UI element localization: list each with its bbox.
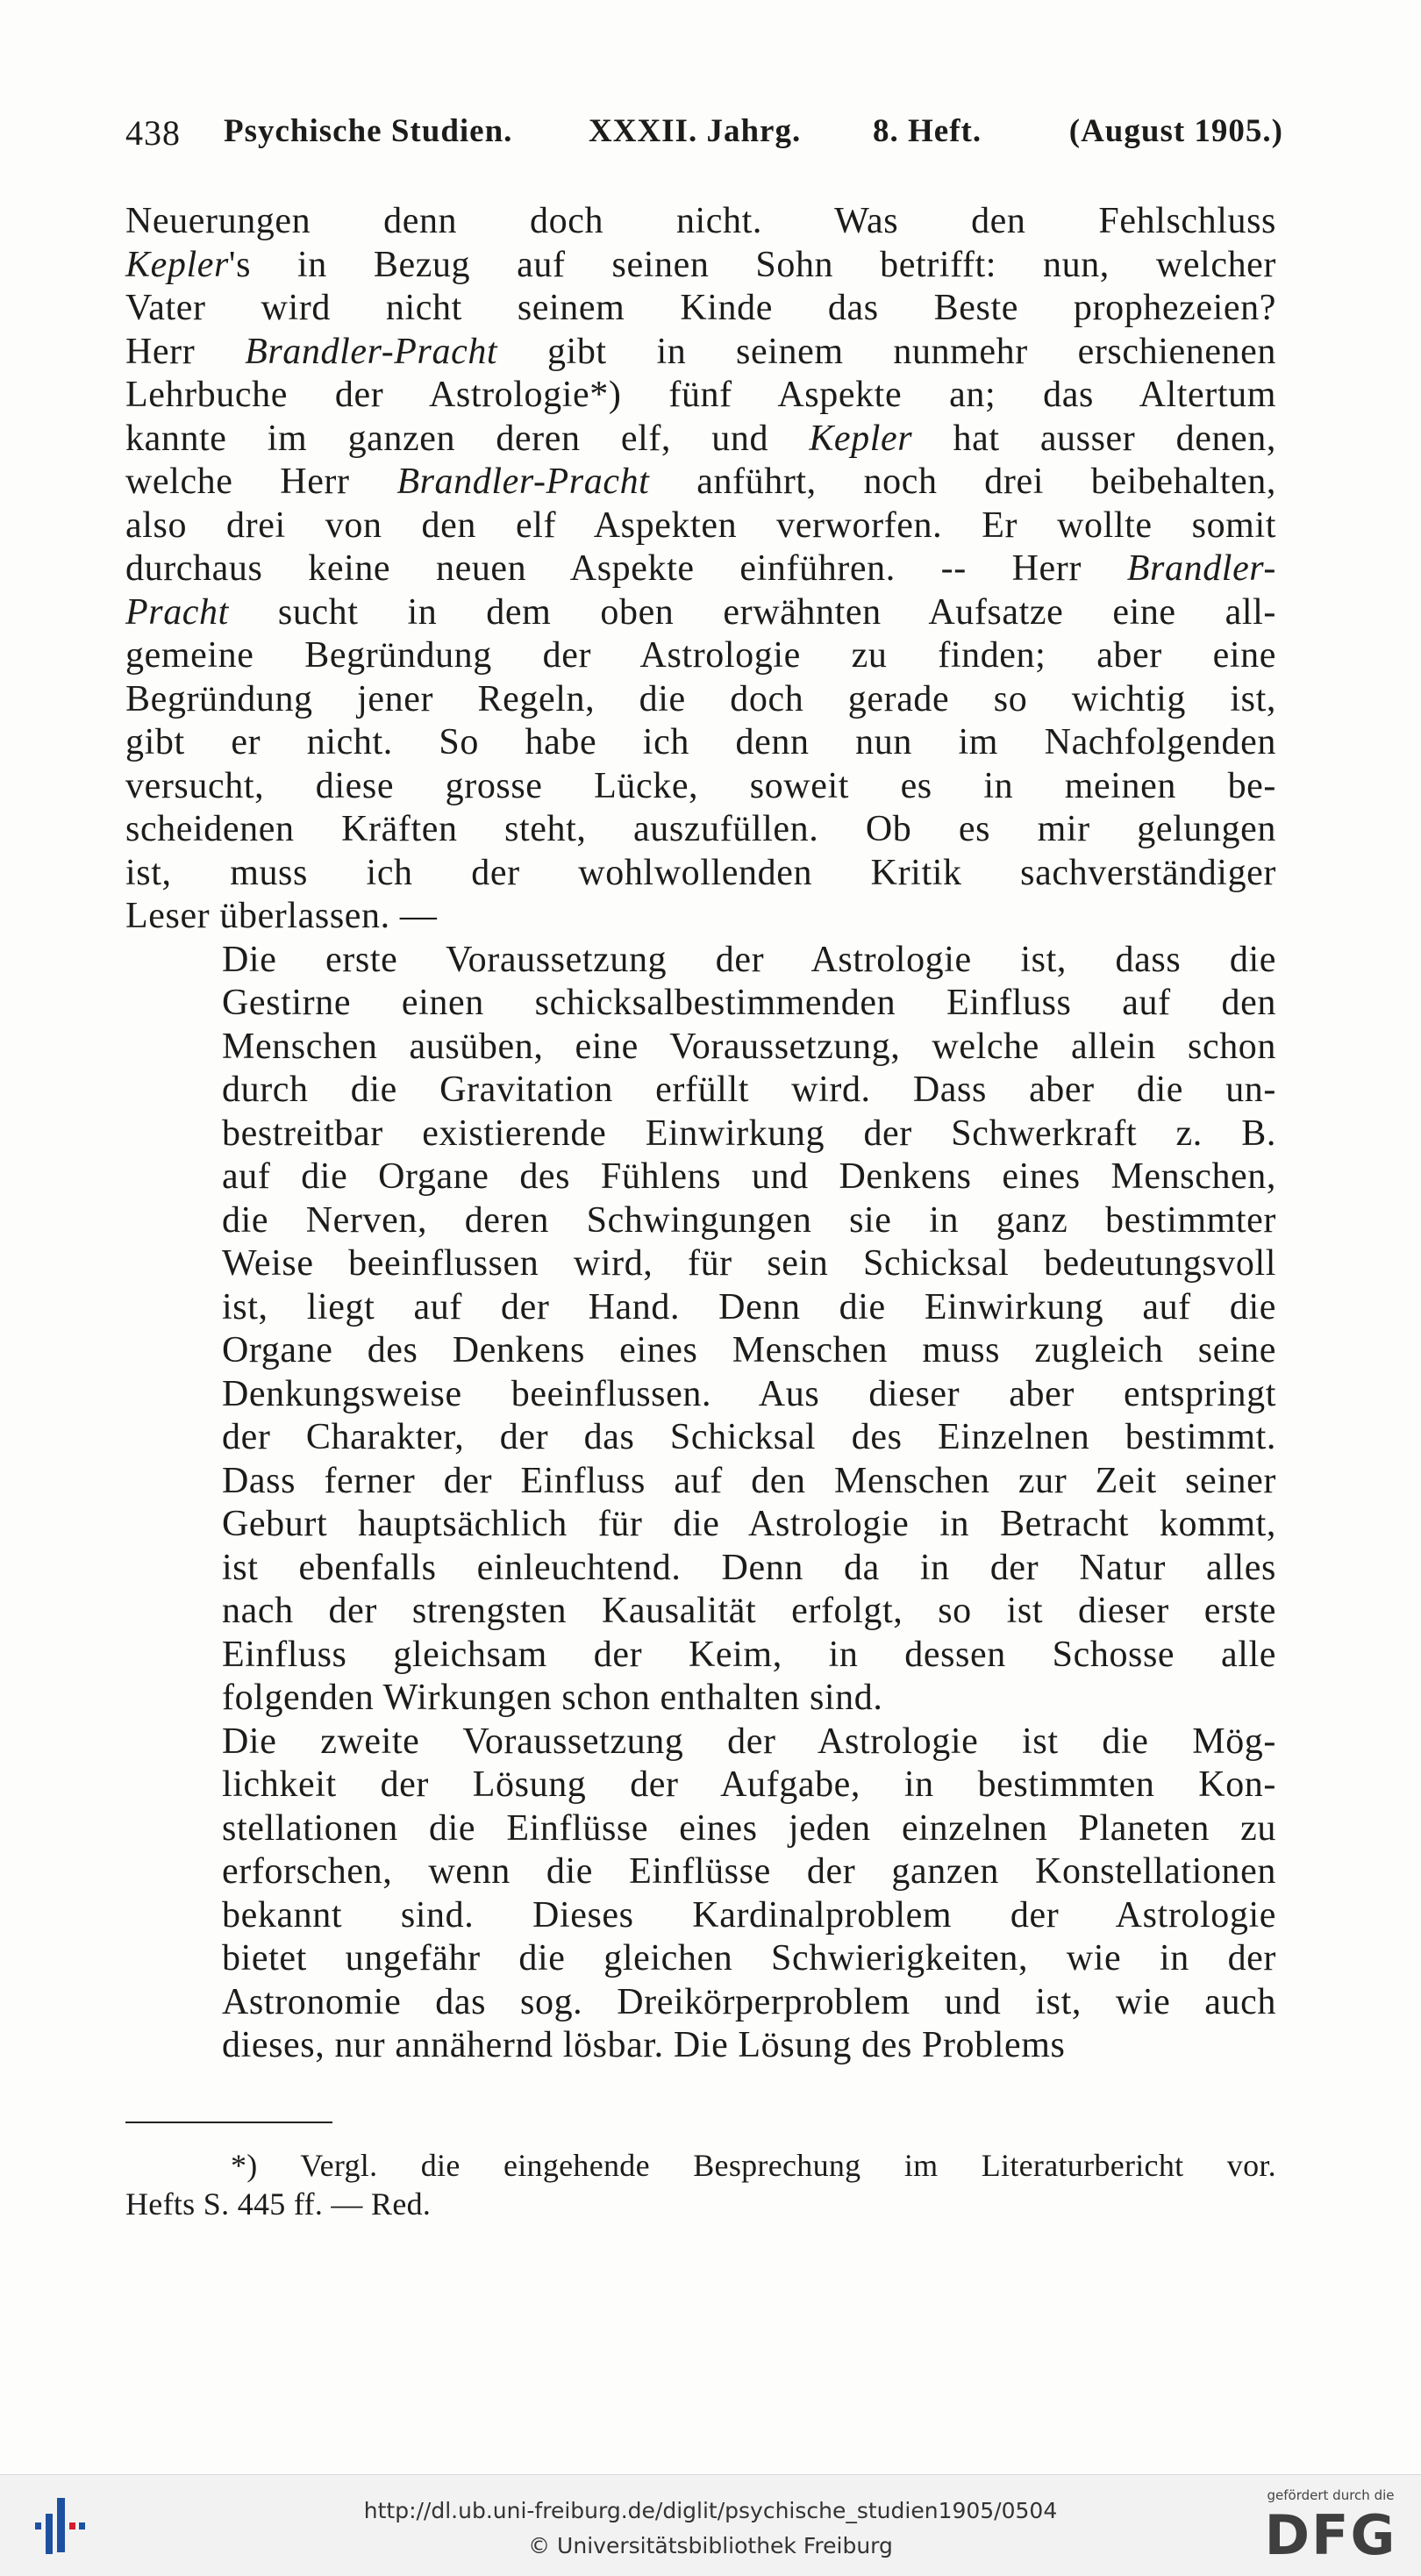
dfg-logo: DFG: [1264, 2503, 1397, 2567]
text-line: Denkungsweise beeinflussen. Aus dieser aber entspringt: [222, 1373, 1276, 1414]
text-line: gemeine Begründung der Astrologie zu finden; aber eine: [125, 635, 1276, 676]
text-line: Geburt hauptsächlich für die Astrologie in Betracht kommt,: [222, 1504, 1276, 1544]
footnote-rule: [125, 2122, 332, 2123]
text-line: Einfluss gleichsam der Keim, in dessen Schosse alle: [222, 1634, 1276, 1675]
text-line: ist ebenfalls einleuchtend. Denn da in der Natur alles: [222, 1547, 1276, 1588]
text-line: folgenden Wirkungen schon enthalten sind.: [222, 1678, 883, 1718]
text-line: die Nerven, deren Schwingungen sie in ganz bestimmter: [222, 1199, 1276, 1241]
text-line: durchaus keine neuen Aspekte einführen. -- Herr Brandler-: [125, 548, 1276, 589]
footnote: [125, 2146, 1276, 2223]
text-line: versucht, diese grosse Lücke, soweit es in meinen be-: [125, 765, 1276, 806]
text-line: Leser überlassen. —: [125, 896, 438, 936]
viewer-footer: [0, 2474, 1421, 2576]
text-line: Gestirne einen schicksalbestimmenden Einfluss auf den: [222, 983, 1276, 1023]
footnote-line: *) Vergl. die eingehende Besprechung im Literaturbericht vor.: [231, 2148, 1276, 2183]
text-line: Organe des Denkens eines Menschen muss zugleich seine: [222, 1330, 1276, 1370]
text-line: bietet ungefähr die gleichen Schwierigkeiten, wie in der: [222, 1938, 1276, 1979]
text-line: nach der strengsten Kausalität erfolgt, so ist dieser erste: [222, 1591, 1276, 1631]
text-line: scheidenen Kräften steht, auszufüllen. Ob es mir gelungen: [125, 809, 1276, 849]
text-line: Menschen ausüben, eine Voraussetzung, welche allein schon: [222, 1026, 1276, 1067]
text-line: gibt er nicht. So habe ich denn nun im Nachfolgenden: [125, 722, 1276, 762]
journal-date: (August 1905.): [1068, 113, 1283, 149]
text-line: kannte im ganzen deren elf, und Kepler hat ausser denen,: [125, 418, 1276, 459]
text-line: erforschen, wenn die Einflüsse der ganzen Konstellationen: [222, 1851, 1276, 1892]
text-line: Herr Brandler-Pracht gibt in seinem nunmehr erschienenen: [125, 331, 1276, 372]
text-line: lichkeit der Lösung der Aufgabe, in bestimmten Kon-: [222, 1764, 1276, 1805]
text-line: auf die Organe des Fühlens und Denkens eines Menschen,: [222, 1156, 1276, 1197]
text-line: Vater wird nicht seinem Kinde das Beste prophezeien?: [125, 288, 1276, 328]
text-line: Neuerungen denn doch nicht. Was den Fehlschluss: [125, 201, 1276, 241]
paragraph: [125, 200, 1276, 939]
text-line: Dass ferner der Einfluss auf den Menschen zur Zeit seiner: [222, 1460, 1276, 1501]
footnote-line: Hefts S. 445 ff. — Red.: [125, 2186, 432, 2222]
paragraph: [125, 1721, 1276, 2068]
paragraph: [125, 939, 1276, 1721]
text-line: dieses, nur annähernd lösbar. Die Lösung des Problems: [222, 2025, 1066, 2065]
journal-title: Psychische Studien.: [224, 113, 513, 149]
copyright-notice: © Universitätsbibliothek Freiburg: [528, 2533, 893, 2558]
text-line: Lehrbuche der Astrologie*) fünf Aspekte an; das Altertum: [125, 375, 1276, 415]
text-line: der Charakter, der das Schicksal des Einzelnen bestimmt.: [222, 1417, 1276, 1457]
running-header: [125, 112, 1283, 165]
text-line: welche Herr Brandler-Pracht anführt, noch drei beibehalten,: [125, 462, 1276, 502]
text-line: ist, muss ich der wohlwollenden Kritik sachverständiger: [125, 852, 1276, 893]
text-line: Kepler's in Bezug auf seinen Sohn betrifft: nun, welcher: [125, 244, 1276, 285]
text-line: ist, liegt auf der Hand. Denn die Einwirkung auf die: [222, 1286, 1276, 1327]
text-line: Begründung jener Regeln, die doch gerade so wichtig ist,: [125, 678, 1276, 719]
text-line: Weise beeinflussen wird, für sein Schicksal bedeutungsvoll: [222, 1243, 1276, 1284]
text-line: also drei von den elf Aspekten verworfen. Er wollte somit: [125, 504, 1276, 546]
text-line: durch die Gravitation erfüllt wird. Dass aber die un-: [222, 1070, 1276, 1110]
page-number: 438: [125, 113, 181, 153]
text-line: stellationen die Einflüsse eines jeden einzelnen Planeten zu: [222, 1807, 1276, 1849]
text-line: bestreitbar existierende Einwirkung der Schwerkraft z. B.: [222, 1113, 1276, 1154]
funding-text: gefördert durch die: [1267, 2487, 1395, 2503]
text-line: Astronomie das sog. Dreikörperproblem und ist, wie auch: [222, 1981, 1276, 2022]
text-line: Die erste Voraussetzung der Astrologie ist, dass die: [222, 939, 1276, 980]
journal-issue: 8. Heft.: [873, 113, 982, 149]
text-line: Pracht sucht in dem oben erwähnten Aufsatze eine all-: [125, 591, 1276, 633]
text-line: Die zweite Voraussetzung der Astrologie ist die Mög-: [222, 1721, 1276, 1762]
body-text: [125, 200, 1276, 2068]
text-line: bekannt sind. Dieses Kardinalproblem der Astrologie: [222, 1894, 1276, 1936]
journal-year: XXXII. Jahrg.: [589, 113, 802, 149]
permalink-url[interactable]: http://dl.ub.uni-freiburg.de/diglit/psychische_studien1905/0504: [363, 2498, 1058, 2523]
